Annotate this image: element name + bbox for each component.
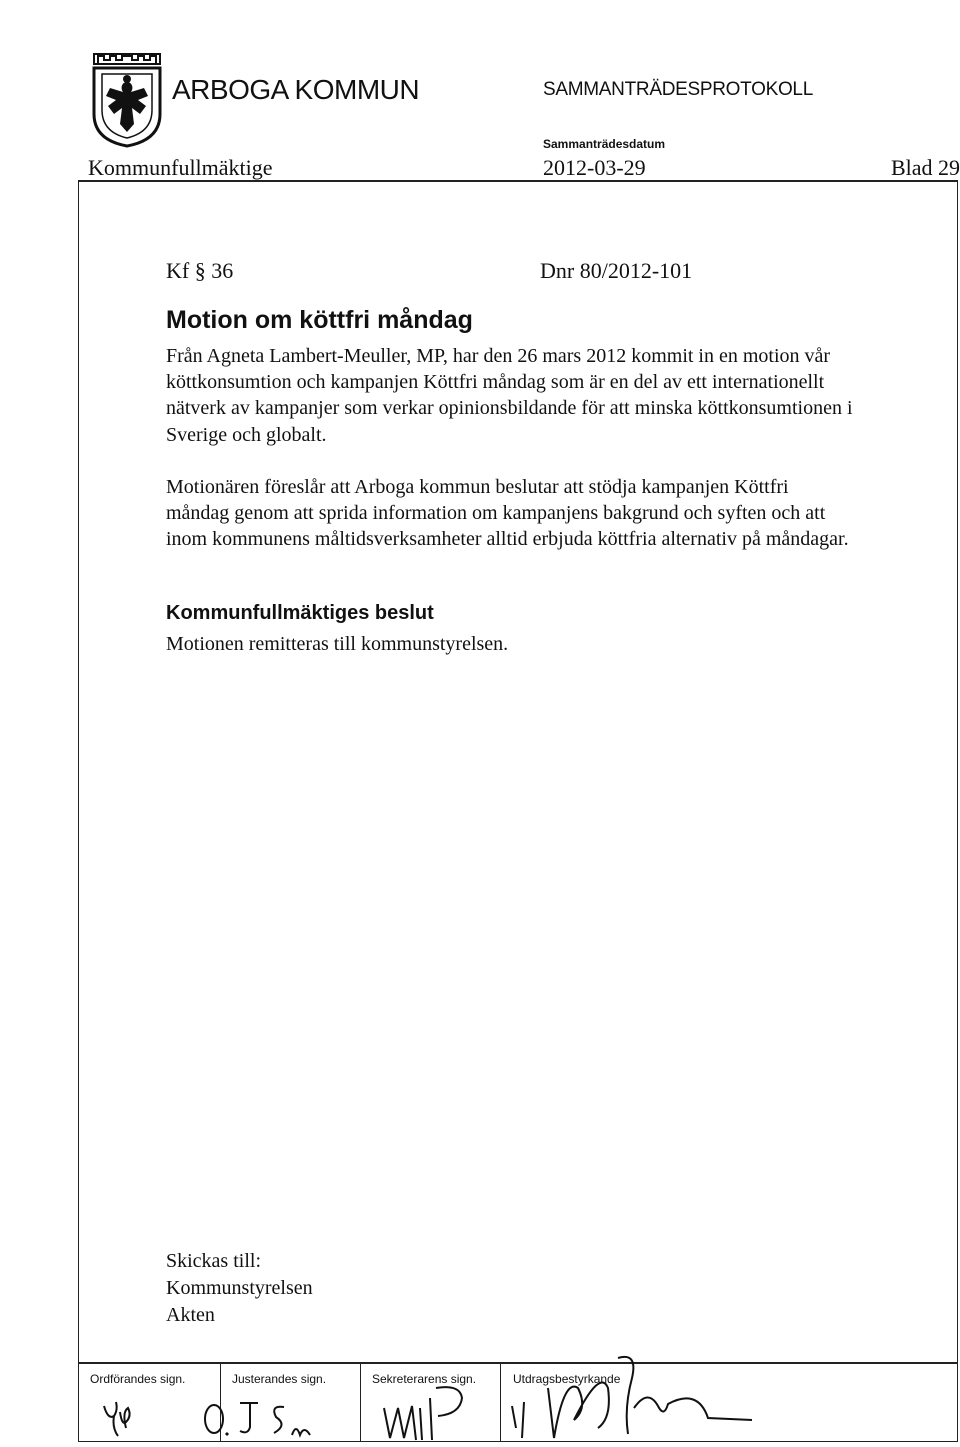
decision-heading: Kommunfullmäktiges beslut <box>166 602 434 624</box>
body-paragraph: Från Agneta Lambert-Meuller, MP, har den 26 mars 2012 kommit in en motion vår köttkonsumtion och kampanjen Köttfri måndag som är en del av ett internationellt nätverk av kampanjer som verkar opinionsbildande för att minska köttkonsumtionen i Sverige och globalt. <box>166 345 853 446</box>
chair-signature <box>100 1398 180 1440</box>
extract-certification-label: Utdragsbestyrkande <box>513 1372 621 1386</box>
paragraph-reference: Kf § 36 <box>166 258 234 283</box>
body-paragraph: Motionären föreslår att Arboga kommun beslutar att stödja kampanjen Köttfri måndag genom att sprida information om kampanjens bakgrund och syften och att inom kommunens måltidsverksamheter alltid erbjuda köttfria alternativ på måndagar. <box>166 476 849 551</box>
municipality-name: ARBOGA KOMMUN <box>172 74 420 105</box>
distribution-label: Skickas till: <box>166 1250 261 1272</box>
item-title: Motion om köttfri måndag <box>166 306 473 334</box>
secretary-signature <box>380 1378 490 1442</box>
signature-divider <box>500 1364 501 1442</box>
meeting-date: 2012-03-29 <box>543 155 646 180</box>
document-type: SAMMANTRÄDESPROTOKOLL <box>543 79 813 100</box>
signature-divider <box>360 1364 361 1442</box>
certifier-signature <box>508 1348 758 1442</box>
assembly-name: Kommunfullmäktige <box>88 155 273 180</box>
secretary-signature-label: Sekreterarens sign. <box>372 1372 477 1386</box>
distribution-recipient: Kommunstyrelsen <box>166 1277 313 1299</box>
decision-text: Motionen remitteras till kommunstyrelsen. <box>166 633 509 655</box>
meeting-date-label: Sammanträdesdatum <box>543 137 666 151</box>
sheet-number: Blad 29 <box>890 155 960 180</box>
distribution-recipient: Akten <box>166 1304 215 1326</box>
chair-signature-label: Ordförandes sign. <box>90 1372 186 1386</box>
adjuster-signature-label: Justerandes sign. <box>232 1372 327 1386</box>
adjuster-signature <box>200 1395 340 1441</box>
case-number: Dnr 80/2012-101 <box>540 258 693 283</box>
municipal-coat-of-arms-icon <box>92 52 162 148</box>
